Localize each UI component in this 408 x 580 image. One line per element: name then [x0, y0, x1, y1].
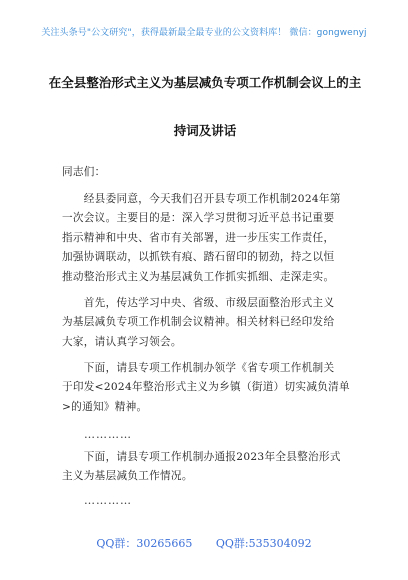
paragraph-line: 大家，请认真学习领会。 [62, 335, 182, 348]
document-title-line-2: 持词及讲话 [173, 123, 237, 138]
paragraph-2 [62, 294, 352, 352]
paragraph-line: 下面，请县专项工作机制办通报2023年全县整治形式 [62, 451, 341, 463]
paragraph-line: 为基层减负专项工作机制会议精神。相关材料已经印发给 [62, 316, 335, 329]
paragraph-line: 主义为基层减负工作情况。 [62, 470, 193, 483]
paragraph-4 [62, 448, 352, 487]
paragraph-3 [62, 359, 352, 417]
paragraph-line: 于印发<2024年整治形式主义为乡镇（街道）切实减负清单 [62, 381, 350, 394]
footer [0, 535, 408, 551]
paragraph-line: >的通知》精神。 [62, 400, 148, 413]
paragraph-line: 推动整治形式主义为基层减负工作抓实抓细、走深走实。 [62, 270, 335, 283]
footer-qq-group-2: QQ群:535304092 [215, 537, 312, 550]
ellipsis-2: ………… [84, 494, 132, 507]
paragraph-line: 首先，传达学习中央、省级、市级层面整治形式主义 [62, 297, 335, 309]
greeting-text: 同志们： [62, 166, 106, 178]
footer-qq-group-1: QQ群：30265665 [96, 537, 193, 550]
greeting [62, 163, 352, 182]
paragraph-line: 经县委同意，今天我们召开县专项工作机制2024年第 [62, 193, 341, 205]
header-note: 关注头条号"公文研究"，获得最新最全最专业的公文资料库！ 微信：gongwenyj [41, 28, 367, 38]
paragraph-1 [62, 190, 352, 287]
ellipsis-1: ………… [84, 428, 132, 441]
paragraph-line: 加强协调联动，以抓铁有痕、踏石留印的韧劲，持之以恒 [62, 251, 335, 264]
paragraph-line: 指示精神和中央、省市有关部署，进一步压实工作责任， [62, 231, 335, 244]
paragraph-line: 下面，请县专项工作机制办领学《省专项工作机制关 [62, 362, 335, 374]
paragraph-line: 一次会议。主要目的是：深入学习贯彻习近平总书记重要 [62, 212, 335, 225]
document-title-line-1: 在全县整治形式主义为基层减负专项工作机制会议上的主 [48, 75, 362, 90]
